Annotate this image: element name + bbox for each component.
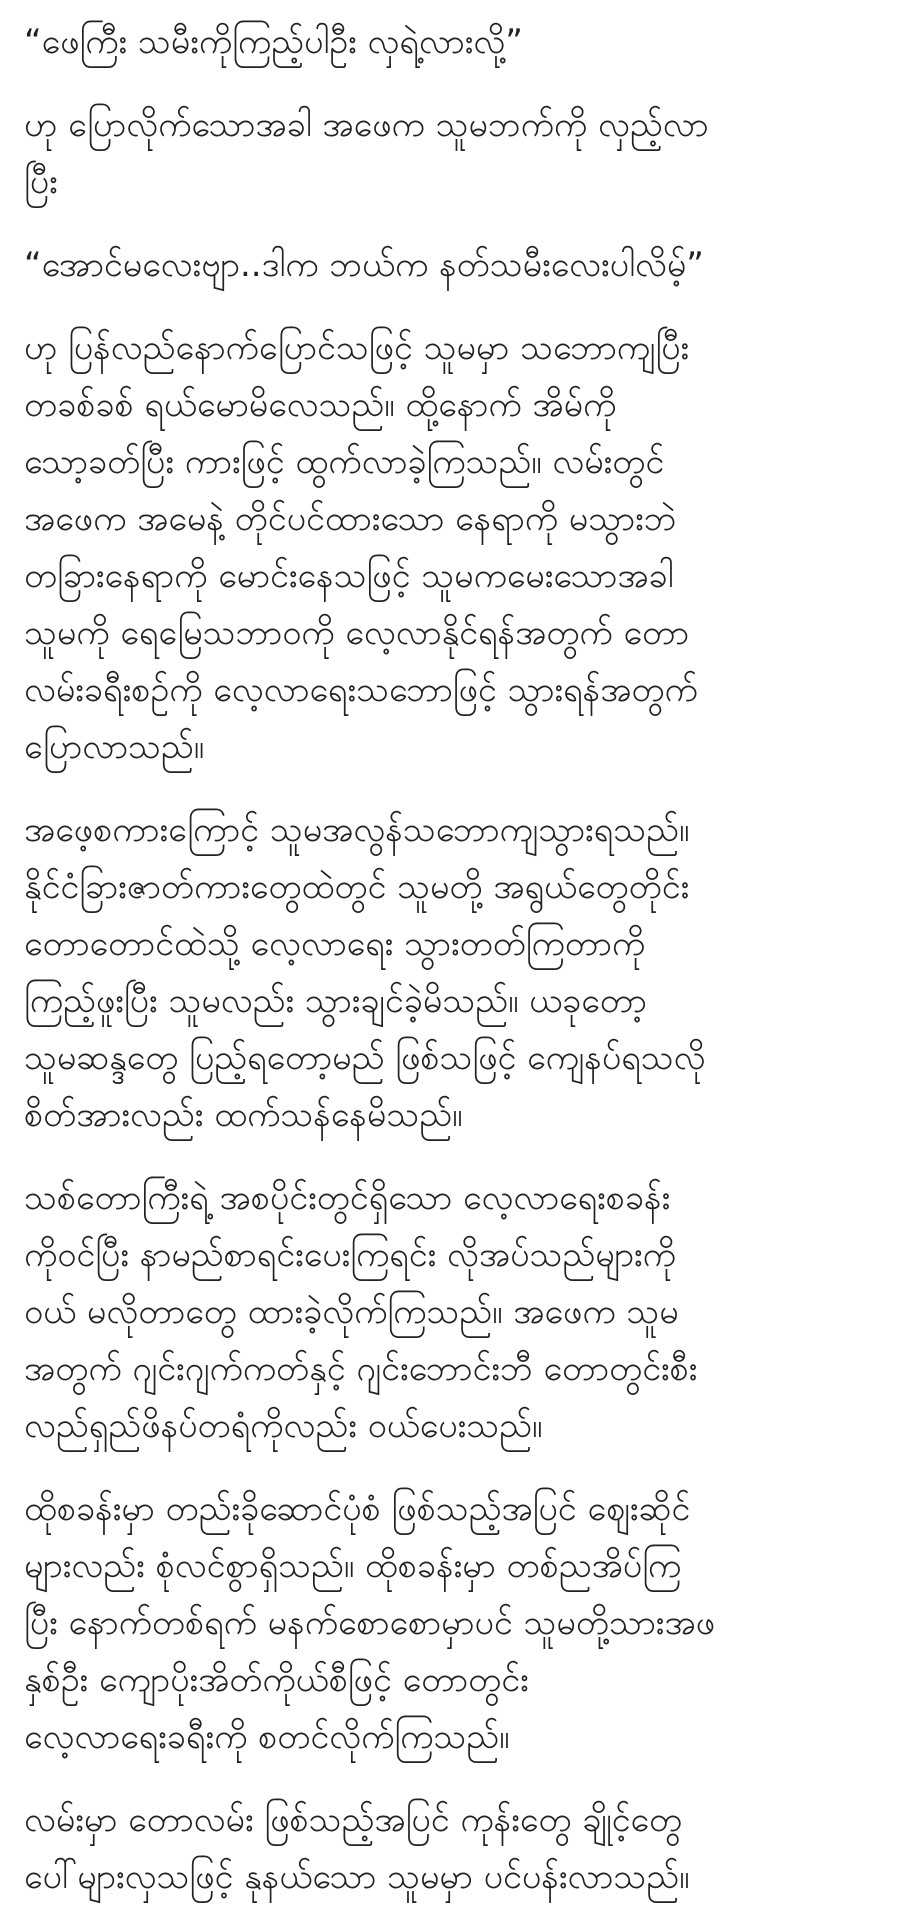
paragraph-3 xyxy=(24,237,886,294)
text-line: အတွက် ဂျင်းဂျက်ကတ်နှင့် ဂျင်းဘောင်းဘီ တောတွင်းစီး xyxy=(24,1349,698,1389)
text-line: နှစ်ဦး ကျောပိုးအိတ်ကိုယ်စီဖြင့် တောတွင်း xyxy=(24,1660,529,1700)
text-line: တခစ်ခစ် ရယ်မောမိလေသည်။ ထို့နောက် အိမ်ကို xyxy=(24,385,617,425)
text-line: ဝယ် မလိုတာတွေ ထားခဲ့လိုက်ကြသည်။ အဖေက သူမ xyxy=(24,1292,679,1332)
text-line: သစ်တောကြီးရဲ့ အစပိုင်းတွင်ရှိသော လေ့လာရေးစခန်း xyxy=(24,1178,671,1218)
paragraph-5 xyxy=(24,802,886,1144)
text-line: ပြောလာသည်။ xyxy=(24,727,205,767)
text-line: အဖေက အမေနဲ့ တိုင်ပင်ထားသော နေရာကို မသွားဘဲ xyxy=(24,499,677,539)
text-line: “ဖေကြီး သမီးကိုကြည့်ပါဦး လှရဲ့လားလို့” xyxy=(24,22,523,62)
text-line: ထိုစခန်းမှာ တည်းခိုဆောင်ပုံစံ ဖြစ်သည့်အပြင် ဈေးဆိုင် xyxy=(24,1489,691,1529)
text-line: အဖေ့စကားကြောင့် သူမအလွန်သဘောကျသွားရသည်။ xyxy=(24,810,690,850)
text-line: များလည်း စုံလင်စွာရှိသည်။ ထိုစခန်းမှာ တစ်ညအိပ်ကြ xyxy=(24,1546,682,1586)
text-line: နိုင်ငံခြားဇာတ်ကားတွေထဲတွင် သူမတို့ အရွယ်တွေတိုင်း xyxy=(24,867,690,907)
paragraph-8 xyxy=(24,1792,886,1906)
text-line: စိတ်အားလည်း ထက်သန်နေမိသည်။ xyxy=(24,1095,463,1135)
text-line: ပြီး xyxy=(24,162,58,202)
text-line: ပေါ်များလှသဖြင့် နုနယ်သော သူမမှာ ပင်ပန်းလာသည်။ xyxy=(24,1857,690,1897)
text-line: သူမကို ရေမြေသဘာဝကို လေ့လာနိုင်ရန်အတွက် တော xyxy=(24,613,690,653)
paragraph-6 xyxy=(24,1170,886,1455)
text-line: ကြည့်ဖူးပြီး သူမလည်း သွားချင်ခဲ့မိသည်။ ယခုတော့ xyxy=(24,981,647,1021)
paragraph-7 xyxy=(24,1481,886,1766)
text-line: တခြားနေရာကို မောင်းနေသဖြင့် သူမကမေးသောအခါ xyxy=(24,556,674,596)
paragraph-1 xyxy=(24,14,886,71)
text-line: ဟု ပြောလိုက်သောအခါ အဖေက သူမဘက်ကို လှည့်လာ xyxy=(24,105,709,145)
text-line: လေ့လာရေးခရီးကို စတင်လိုက်ကြသည်။ xyxy=(24,1717,510,1757)
paragraph-4 xyxy=(24,320,886,776)
text-line: လမ်းခရီးစဉ်ကို လေ့လာရေးသဘောဖြင့် သွားရန်အတွက် xyxy=(24,670,698,710)
text-line: ကိုဝင်ပြီး နာမည်စာရင်းပေးကြရင်း လိုအပ်သည်များကို xyxy=(24,1235,676,1275)
text-line: သော့ခတ်ပြီး ကားဖြင့် ထွက်လာခဲ့ကြသည်။ လမ်းတွင် xyxy=(24,442,665,482)
text-line: လမ်းမှာ တောလမ်း ဖြစ်သည့်အပြင် ကုန်းတွေ ချိုင့်တွေ xyxy=(24,1800,683,1840)
text-line: ပြီး နောက်တစ်ရက် မနက်စောစောမှာပင် သူမတို့သားအဖ xyxy=(24,1603,716,1643)
text-line: “အောင်မလေးဗျာ..ဒါက ဘယ်က နတ်သမီးလေးပါလိမ့်” xyxy=(24,245,704,285)
paragraph-2 xyxy=(24,97,886,211)
text-line: တောတောင်ထဲသို့ လေ့လာရေး သွားတတ်ကြတာကို xyxy=(24,924,646,964)
article-body xyxy=(24,14,886,1932)
text-line: သူမဆန္ဒတွေ ပြည့်ရတော့မည် ဖြစ်သဖြင့် ကျေနပ်ရသလို xyxy=(24,1038,706,1078)
text-line: ဟု ပြန်လည်နောက်ပြောင်သဖြင့် သူမမှာ သဘောကျပြီး xyxy=(24,328,690,368)
text-line: လည်ရှည်ဖိနပ်တရံကိုလည်း ဝယ်ပေးသည်။ xyxy=(24,1406,543,1446)
